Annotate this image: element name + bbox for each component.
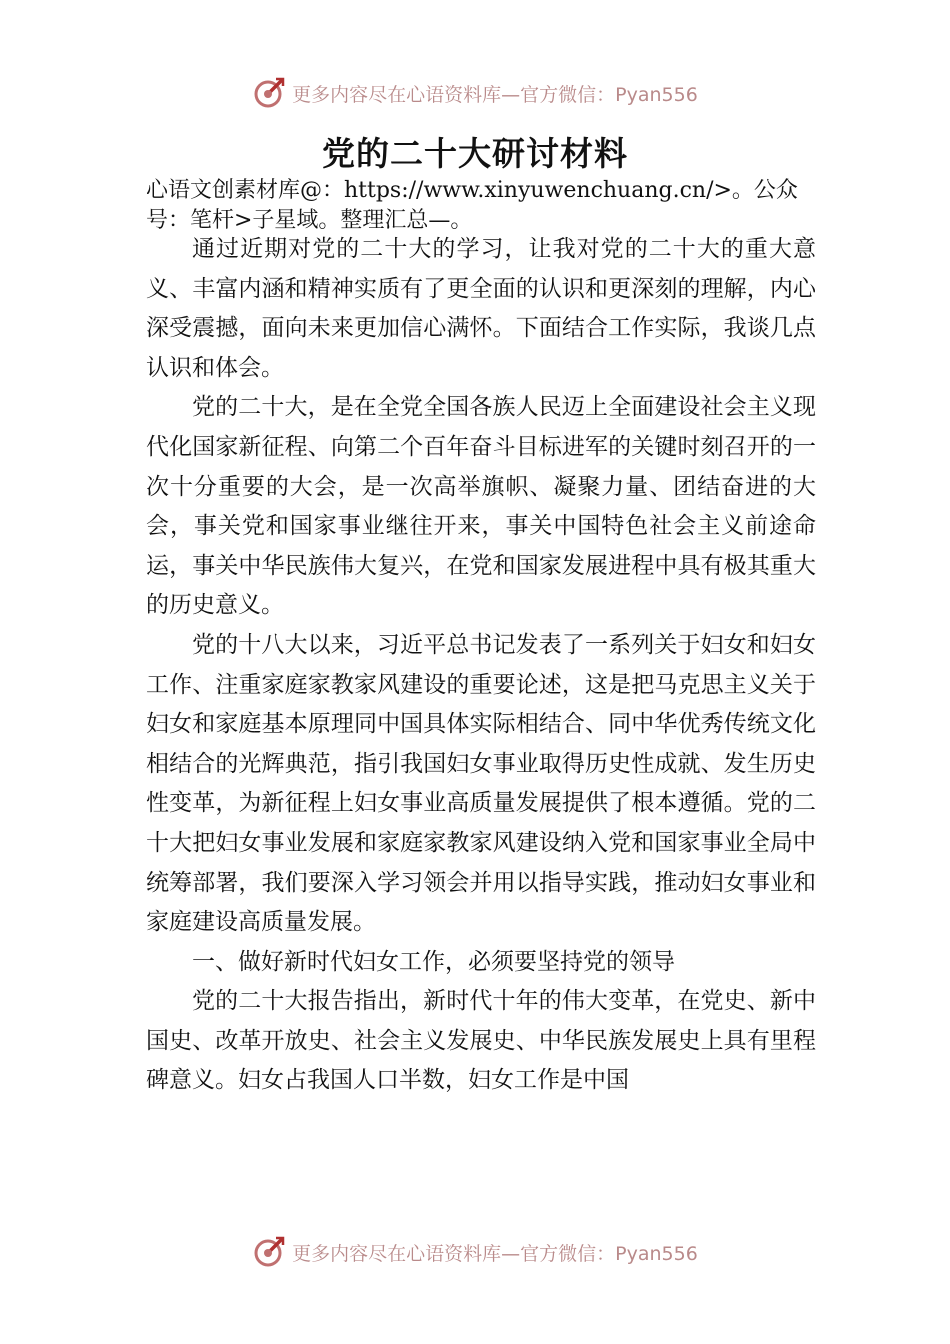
paragraph: 党的十八大以来，习近平总书记发表了一系列关于妇女和妇女工作、注重家庭家教家风建设的重要论述，这是把马克思主义关于妇女和家庭基本原理同中国具体实际相结合、同中华优秀传统文化相结合的光辉典范，指引我国妇女事业取得历史性成就、发生历史性变革，为新征程上妇女事业高质量发展提供了根本遵循。党的二十大把妇女事业发展和家庭家教家风建设纳入党和国家事业全局中统筹部署，我们要深入学习领会并用以指导实践，推动妇女事业和家庭建设高质量发展。 (146, 631, 816, 936)
document-body (146, 230, 816, 1101)
logo-icon (252, 76, 286, 110)
watermark-header (0, 73, 950, 113)
watermark-text: 更多内容尽在心语资料库—官方微信：Pyan556 (292, 1242, 698, 1265)
section-heading: 一、做好新时代妇女工作，必须要坚持党的领导 (192, 948, 675, 975)
paragraph: 党的二十大报告指出，新时代十年的伟大变革，在党史、新中国史、改革开放史、社会主义发展史、中华民族发展史上具有里程碑意义。妇女占我国人口半数，妇女工作是中国 (146, 988, 816, 1094)
paragraph: 通过近期对党的二十大的学习，让我对党的二十大的重大意义、丰富内涵和精神实质有了更全面的认识和更深刻的理解，内心深受震撼，面向未来更加信心满怀。下面结合工作实际，我谈几点认识和体会。 (146, 236, 816, 381)
source-line: 心语文创素材库@：https://www.xinyuwenchuang.cn/>。公众号：笔杆>子星域。整理汇总—。 (146, 178, 798, 233)
paragraph: 党的二十大，是在全党全国各族人民迈上全面建设社会主义现代化国家新征程、向第二个百年奋斗目标进军的关键时刻召开的一次十分重要的大会，是一次高举旗帜、凝聚力量、团结奋进的大会，事关党和国家事业继往开来，事关中国特色社会主义前途命运，事关中华民族伟大复兴，在党和国家发展进程中具有极其重大的历史意义。 (146, 394, 816, 619)
watermark-text: 更多内容尽在心语资料库—官方微信：Pyan556 (292, 83, 698, 106)
document-title: 党的二十大研讨材料 (322, 134, 628, 173)
watermark-footer (0, 1232, 950, 1272)
logo-icon (252, 1235, 286, 1269)
